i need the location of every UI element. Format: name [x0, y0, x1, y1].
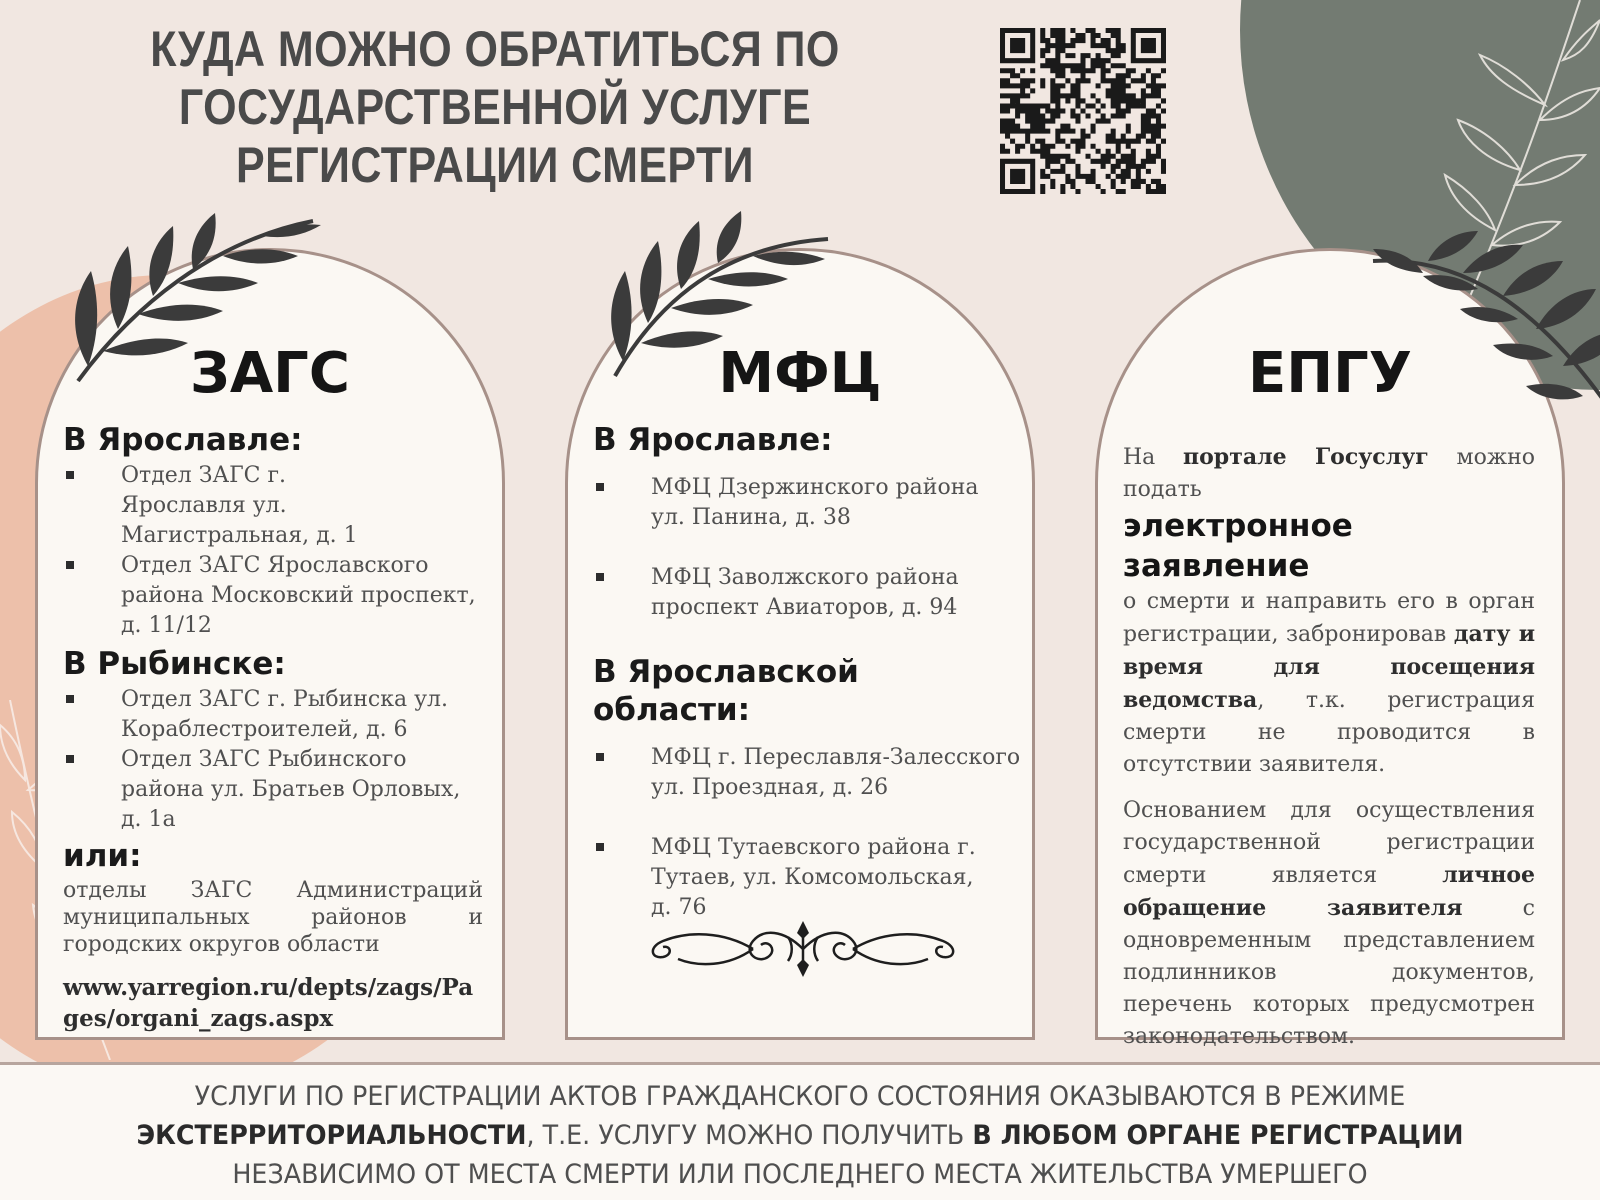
zags-panel — [35, 248, 505, 1040]
mfc-yaroslavl-heading: В Ярославле: — [593, 422, 833, 458]
date-time-text: дату и время для посещения ведомства — [1123, 621, 1536, 713]
list-item: МФЦ Дзержинского района ул. Панина, д. 38 — [593, 473, 1023, 533]
personal-appeal-text: личное обращение заявителя — [1123, 862, 1535, 921]
ornament-divider-icon — [643, 919, 963, 979]
mfc-title: МФЦ — [718, 341, 882, 406]
text-span: На — [1123, 445, 1184, 470]
qr-code-icon — [1000, 28, 1166, 194]
epgu-paragraph-2 — [1123, 795, 1535, 1053]
list-item: МФЦ Заволжского района проспект Авиаторов, д. 94 — [593, 563, 1023, 623]
zags-url-link[interactable]: www.yarregion.ru/depts/zags/Pages/organi_zags.aspx — [63, 974, 474, 1032]
mfc-content — [593, 421, 1023, 923]
list-item: Отдел ЗАГС г. Ярославля ул. Магистральная, д. 1 — [63, 461, 483, 551]
footer-line-2 — [48, 1116, 1552, 1155]
zags-content — [63, 421, 483, 1034]
epgu-panel — [1095, 248, 1565, 1049]
gosuslugi-portal-text: портале Госуслуг — [1183, 444, 1429, 470]
any-office-text: В ЛЮБОМ ОРГАНЕ РЕГИСТРАЦИИ — [972, 1120, 1464, 1151]
text-span: можно подать — [1123, 445, 1536, 502]
list-item: Отдел ЗАГС Ярославского района Московский проспект, д. 11/12 — [63, 551, 483, 641]
footer-line-1: УСЛУГИ ПО РЕГИСТРАЦИИ АКТОВ ГРАЖДАНСКОГО СОСТОЯНИЯ ОКАЗЫВАЮТСЯ В РЕЖИМЕ — [194, 1081, 1406, 1112]
zags-yaroslavl-heading: В Ярославле: — [63, 422, 303, 458]
text-span: о смерти и направить его в орган регистрации, забронировав — [1123, 589, 1535, 647]
list-item: Отдел ЗАГС г. Рыбинска ул. Кораблестроителей, д. 6 — [63, 685, 483, 745]
electronic-application-text: электронное заявление — [1123, 508, 1353, 584]
text-span: , Т.Е. УСЛУГУ МОЖНО ПОЛУЧИТЬ — [526, 1120, 973, 1151]
list-item: Отдел ЗАГС Рыбинского района ул. Братьев Орловых, д. 1а — [63, 745, 483, 835]
zags-or-heading: или: — [63, 838, 142, 874]
text-span: , т.к. регистрация смерти не проводится в отсутствии заявителя. — [1123, 688, 1535, 777]
zags-title: ЗАГС — [190, 341, 350, 406]
list-item: МФЦ Тутаевского района г. Тутаев, ул. Комсомольская, д. 76 — [593, 833, 1023, 923]
zags-or-text: отделы ЗАГС Администраций муниципальных районов и городских округов области — [63, 878, 483, 957]
epgu-title: ЕПГУ — [1248, 341, 1412, 406]
page-title: КУДА МОЖНО ОБРАТИТЬСЯ ПО ГОСУДАРСТВЕННОЙ УСЛУГЕ РЕГИСТРАЦИИ СМЕРТИ — [150, 21, 840, 193]
footer-banner — [0, 1062, 1600, 1200]
epgu-content — [1123, 441, 1535, 1053]
extraterritoriality-text: ЭКСТЕРРИТОРИАЛЬНОСТИ — [136, 1120, 527, 1151]
text-span: Основанием для осуществления государственной регистрации смерти является — [1123, 798, 1535, 888]
footer-line-3: НЕЗАВИСИМО ОТ МЕСТА СМЕРТИ ИЛИ ПОСЛЕДНЕГО МЕСТА ЖИТЕЛЬСТВА УМЕРШЕГО — [232, 1159, 1368, 1190]
epgu-paragraph-1 — [1123, 441, 1535, 781]
mfc-region-heading: В Ярославской области: — [593, 654, 859, 728]
text-span: с одновременным представлением подлинников документов, перечень которых предусмотрен законодательством. — [1123, 896, 1535, 1049]
mfc-panel — [565, 248, 1035, 1040]
list-item: МФЦ г. Переславля-Залесского ул. Проездная, д. 26 — [593, 743, 1023, 803]
zags-rybinsk-heading: В Рыбинске: — [63, 646, 286, 682]
